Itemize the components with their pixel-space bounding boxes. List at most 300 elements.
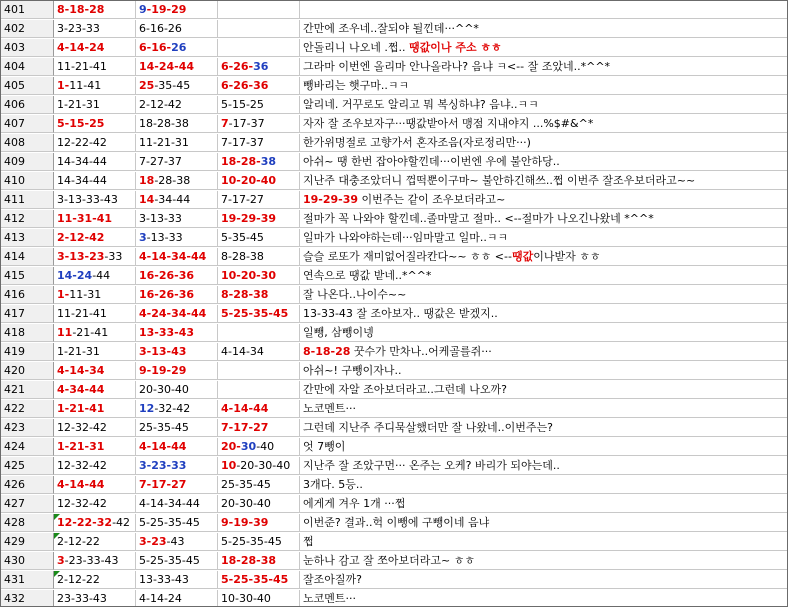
- cell-text: 1-: [57, 79, 70, 92]
- cell-col-b[interactable]: [136, 419, 218, 437]
- table-row: [0, 1, 788, 20]
- cell-col-b[interactable]: [136, 248, 218, 266]
- cell-text: 그런데 지난주 주디묵살했더만 잘 나왔네..이번주는?: [303, 421, 553, 434]
- row-header[interactable]: 415: [0, 267, 54, 285]
- table-row: [0, 96, 788, 115]
- cell-text: -32-42: [154, 402, 191, 415]
- cell-text: 12-22-32: [57, 516, 113, 529]
- cell-col-d[interactable]: [300, 286, 788, 304]
- cell-text: 7-17-37: [221, 136, 264, 149]
- cell-col-b[interactable]: [136, 153, 218, 171]
- cell-col-b[interactable]: [136, 134, 218, 152]
- cell-text: 4-34-: [57, 383, 90, 396]
- cell-col-b[interactable]: [136, 191, 218, 209]
- cell-col-d[interactable]: [300, 438, 788, 456]
- cell-col-c[interactable]: [218, 343, 300, 361]
- cell-text: -19-29: [146, 3, 187, 16]
- cell-col-a[interactable]: [54, 362, 136, 380]
- cell-text: 26-36: [158, 269, 195, 282]
- cell-col-d[interactable]: [300, 495, 788, 513]
- row-header[interactable]: 401: [0, 1, 54, 19]
- cell-text: 20-30-40: [139, 383, 189, 396]
- row-header[interactable]: 410: [0, 172, 54, 190]
- cell-col-d[interactable]: [300, 533, 788, 551]
- table-row: [0, 267, 788, 286]
- cell-text: 간만에 자알 조아보더라고..그런데 나오까?: [303, 383, 507, 396]
- cell-col-c[interactable]: [218, 191, 300, 209]
- cell-col-d[interactable]: [300, 115, 788, 133]
- row-header[interactable]: 422: [0, 400, 54, 418]
- cell-col-c[interactable]: [218, 362, 300, 380]
- cell-col-c[interactable]: [218, 552, 300, 570]
- cell-text: 20-30-40: [221, 497, 271, 510]
- cell-text: 19-29-: [221, 212, 261, 225]
- cell-text: 3-13-33: [139, 212, 182, 225]
- cell-text: 13-33-43: [139, 573, 189, 586]
- table-row: [0, 153, 788, 172]
- cell-text: -43: [166, 535, 185, 548]
- cell-col-a[interactable]: [54, 115, 136, 133]
- cell-text: -28-38: [154, 174, 191, 187]
- table-row: [0, 20, 788, 39]
- cell-text: 16-: [139, 288, 159, 301]
- cell-col-b[interactable]: [136, 400, 218, 418]
- cell-col-c[interactable]: [218, 324, 300, 342]
- cell-text: 4-: [57, 41, 70, 54]
- cell-text: 1-21-31: [57, 345, 100, 358]
- cell-col-d[interactable]: [300, 96, 788, 114]
- cell-text: 눈하나 감고 잘 쪼아보더라고~ ㅎㅎ: [303, 554, 475, 567]
- cell-text: 44: [253, 402, 269, 415]
- cell-col-b[interactable]: [136, 457, 218, 475]
- cell-col-c[interactable]: [218, 210, 300, 228]
- cell-col-a[interactable]: [54, 96, 136, 114]
- cell-col-b[interactable]: [136, 1, 218, 19]
- cell-col-a[interactable]: [54, 305, 136, 323]
- table-row: [0, 210, 788, 229]
- cell-col-d[interactable]: [300, 552, 788, 570]
- cell-col-d[interactable]: [300, 476, 788, 494]
- table-row: [0, 476, 788, 495]
- cell-text: 38: [260, 155, 277, 168]
- cell-col-a[interactable]: [54, 476, 136, 494]
- table-row: [0, 324, 788, 343]
- cell-text: 12-32-42: [57, 459, 107, 472]
- cell-text: 14-24: [69, 41, 105, 54]
- cell-text: 3-13-33-43: [57, 193, 118, 206]
- cell-col-a[interactable]: [54, 552, 136, 570]
- cell-text: 25: [89, 117, 105, 130]
- cell-text: 잘조아질까?: [303, 573, 362, 586]
- cell-text: 39: [342, 193, 359, 206]
- cell-col-a[interactable]: [54, 20, 136, 38]
- cell-text: 1-: [57, 402, 70, 415]
- cell-col-d[interactable]: [300, 229, 788, 247]
- table-row: [0, 115, 788, 134]
- cell-col-b[interactable]: [136, 229, 218, 247]
- cell-text: 10: [221, 459, 237, 472]
- cell-col-d[interactable]: [300, 324, 788, 342]
- cell-col-c[interactable]: [218, 172, 300, 190]
- cell-col-c[interactable]: [218, 476, 300, 494]
- cell-col-a[interactable]: [54, 210, 136, 228]
- cell-text: 5-25-35-45: [139, 554, 200, 567]
- cell-col-b[interactable]: [136, 267, 218, 285]
- cell-text: 44: [190, 250, 207, 263]
- cell-col-d[interactable]: [300, 514, 788, 532]
- cell-col-a[interactable]: [54, 1, 136, 19]
- cell-col-c[interactable]: [218, 39, 300, 57]
- cell-col-d[interactable]: [300, 134, 788, 152]
- cell-text: 1-: [57, 288, 70, 301]
- cell-col-d[interactable]: [300, 590, 788, 607]
- cell-text: 5-25-35-45: [221, 535, 282, 548]
- cell-text: -20-30-40: [236, 459, 291, 472]
- cell-text: 11-31-: [57, 212, 97, 225]
- row-header[interactable]: 416: [0, 286, 54, 304]
- cell-col-c[interactable]: [218, 400, 300, 418]
- cell-text: 11-41: [69, 79, 102, 92]
- cell-col-d[interactable]: [300, 457, 788, 475]
- row-header[interactable]: 412: [0, 210, 54, 228]
- cell-col-c[interactable]: [218, 58, 300, 76]
- cell-col-d[interactable]: [300, 419, 788, 437]
- table-row: [0, 400, 788, 419]
- cell-col-c[interactable]: [218, 134, 300, 152]
- cell-text: 11-21-41: [57, 60, 107, 73]
- row-header[interactable]: 419: [0, 343, 54, 361]
- cell-col-c[interactable]: [218, 495, 300, 513]
- cell-text: 18-28-: [221, 155, 261, 168]
- row-header[interactable]: 423: [0, 419, 54, 437]
- row-header[interactable]: 405: [0, 77, 54, 95]
- cell-text: 3개다. 5등..: [303, 478, 363, 491]
- cell-text: 노코멘트···: [303, 402, 356, 415]
- cell-col-a[interactable]: [54, 571, 136, 589]
- table-row: [0, 457, 788, 476]
- row-header[interactable]: 407: [0, 115, 54, 133]
- cell-col-d[interactable]: [300, 210, 788, 228]
- cell-text: 40: [260, 174, 277, 187]
- cell-text: 4-14-: [139, 440, 172, 453]
- cell-text: 13-43: [151, 345, 187, 358]
- cell-text: 10-: [221, 269, 241, 282]
- row-header[interactable]: 404: [0, 58, 54, 76]
- cell-col-d[interactable]: [300, 362, 788, 380]
- cell-col-a[interactable]: [54, 514, 136, 532]
- cell-text: 3-23-33: [57, 22, 100, 35]
- cell-col-c[interactable]: [218, 115, 300, 133]
- cell-col-b[interactable]: [136, 20, 218, 38]
- row-header[interactable]: 403: [0, 39, 54, 57]
- row-header[interactable]: 402: [0, 20, 54, 38]
- row-header[interactable]: 406: [0, 96, 54, 114]
- cell-col-b[interactable]: [136, 305, 218, 323]
- row-header[interactable]: 420: [0, 362, 54, 380]
- row-header[interactable]: 428: [0, 514, 54, 532]
- cell-text: 30: [240, 440, 257, 453]
- cell-text: 19-29-: [303, 193, 343, 206]
- cell-text: 11-21-41: [57, 307, 107, 320]
- cell-col-a[interactable]: [54, 267, 136, 285]
- cell-col-b[interactable]: [136, 362, 218, 380]
- cell-text: 20-30: [240, 269, 277, 282]
- cell-text: 8-18-28: [57, 3, 105, 16]
- cell-col-b[interactable]: [136, 552, 218, 570]
- cell-col-b[interactable]: [136, 343, 218, 361]
- table-row: [0, 381, 788, 400]
- cell-text: 44: [171, 440, 187, 453]
- table-row: [0, 286, 788, 305]
- cell-col-a[interactable]: [54, 324, 136, 342]
- cell-text: 3: [139, 231, 147, 244]
- cell-text: 땡값: [511, 250, 534, 263]
- cell-col-a[interactable]: [54, 533, 136, 551]
- cell-col-c[interactable]: [218, 457, 300, 475]
- cell-col-d[interactable]: [300, 381, 788, 399]
- cell-text: 12: [139, 402, 155, 415]
- cell-col-a[interactable]: [54, 438, 136, 456]
- cell-col-b[interactable]: [136, 115, 218, 133]
- cell-text: 이나받자 ㅎㅎ: [533, 250, 601, 263]
- cell-col-d[interactable]: [300, 400, 788, 418]
- cell-col-b[interactable]: [136, 77, 218, 95]
- cell-col-d[interactable]: [300, 20, 788, 38]
- cell-col-a[interactable]: [54, 172, 136, 190]
- table-row: [0, 343, 788, 362]
- cell-col-a[interactable]: [54, 495, 136, 513]
- cell-col-c[interactable]: [218, 590, 300, 607]
- table-row: [0, 58, 788, 77]
- cell-text: 뺑바리는 햇구마..ㅋㅋ: [303, 79, 410, 92]
- row-header[interactable]: 417: [0, 305, 54, 323]
- cell-col-c[interactable]: [218, 381, 300, 399]
- cell-col-a[interactable]: [54, 58, 136, 76]
- cell-text: 슬슬 로또가 재미없어질라칸다~~ ㅎㅎ <--: [303, 250, 512, 263]
- row-header[interactable]: 409: [0, 153, 54, 171]
- cell-col-b[interactable]: [136, 381, 218, 399]
- cell-text: 연속으로 땡값 받네..*^^*: [303, 269, 432, 282]
- cell-text: 절마가 꼭 나와야 할낀데..졸마말고 절마.. <--절마가 나오긴나왔네 *^^*: [303, 212, 654, 225]
- cell-col-a[interactable]: [54, 343, 136, 361]
- cell-text: 18: [139, 174, 155, 187]
- cell-col-b[interactable]: [136, 533, 218, 551]
- cell-col-c[interactable]: [218, 20, 300, 38]
- cell-text: 6-16-: [139, 41, 172, 54]
- cell-col-b[interactable]: [136, 324, 218, 342]
- row-header[interactable]: 430: [0, 552, 54, 570]
- cell-text: 12-22-42: [57, 136, 107, 149]
- cell-col-c[interactable]: [218, 1, 300, 19]
- cell-text: 10-20-: [221, 174, 261, 187]
- row-header[interactable]: 425: [0, 457, 54, 475]
- cell-col-c[interactable]: [218, 419, 300, 437]
- row-header[interactable]: 421: [0, 381, 54, 399]
- table-row: [0, 571, 788, 590]
- table-row: [0, 248, 788, 267]
- row-header[interactable]: 432: [0, 590, 54, 607]
- row-header[interactable]: 427: [0, 495, 54, 513]
- cell-text: 잘 나온다..나이수~~: [303, 288, 407, 301]
- cell-col-a[interactable]: [54, 229, 136, 247]
- cell-col-c[interactable]: [218, 267, 300, 285]
- cell-col-c[interactable]: [218, 533, 300, 551]
- cell-col-c[interactable]: [218, 286, 300, 304]
- cell-col-d[interactable]: [300, 191, 788, 209]
- cell-col-c[interactable]: [218, 571, 300, 589]
- cell-text: 13-33-43: [139, 326, 195, 339]
- cell-col-d[interactable]: [300, 571, 788, 589]
- cell-col-c[interactable]: [218, 229, 300, 247]
- cell-text: 일뺑, 삼뺑이넹: [303, 326, 374, 339]
- cell-text: 1-21-: [57, 440, 90, 453]
- row-header[interactable]: 413: [0, 229, 54, 247]
- cell-text: 7: [221, 117, 229, 130]
- cell-text: 꿋수가 만차나..어케골를쥐···: [350, 345, 492, 358]
- cell-text: 자자 잘 조우보자구···땡값받아서 맹점 지내야지 ...%$#&^*: [303, 117, 594, 130]
- cell-col-d[interactable]: [300, 343, 788, 361]
- cell-text: 3: [57, 554, 65, 567]
- cell-col-b[interactable]: [136, 476, 218, 494]
- cell-col-a[interactable]: [54, 457, 136, 475]
- row-header[interactable]: 411: [0, 191, 54, 209]
- row-header[interactable]: 418: [0, 324, 54, 342]
- cell-text: 이번주는 같이 조우보더라고~: [358, 193, 506, 206]
- cell-text: 4-14-: [221, 402, 254, 415]
- cell-text: 2-12-42: [139, 98, 182, 111]
- cell-col-a[interactable]: [54, 134, 136, 152]
- row-header[interactable]: 414: [0, 248, 54, 266]
- cell-text: 5-15-: [57, 117, 90, 130]
- cell-col-d[interactable]: [300, 58, 788, 76]
- cell-text: 11: [57, 326, 73, 339]
- cell-col-a[interactable]: [54, 39, 136, 57]
- cell-col-d[interactable]: [300, 305, 788, 323]
- cell-col-b[interactable]: [136, 39, 218, 57]
- cell-text: -35-45: [154, 79, 191, 92]
- cell-text: 39: [260, 212, 277, 225]
- cell-col-c[interactable]: [218, 248, 300, 266]
- row-header[interactable]: 429: [0, 533, 54, 551]
- error-indicator-icon: [54, 514, 60, 520]
- cell-text: 4-14-24: [139, 592, 182, 605]
- cell-col-c[interactable]: [218, 77, 300, 95]
- cell-col-c[interactable]: [218, 305, 300, 323]
- cell-text: 아쉬~! 구뺑이자나..: [303, 364, 402, 377]
- cell-text: 2-: [57, 231, 70, 244]
- row-header[interactable]: 408: [0, 134, 54, 152]
- cell-col-a[interactable]: [54, 400, 136, 418]
- cell-text: 한가위명절로 고향가서 혼자조음(자로정리만···): [303, 136, 531, 149]
- cell-col-a[interactable]: [54, 419, 136, 437]
- cell-text: 4-14-34: [57, 364, 105, 377]
- cell-col-c[interactable]: [218, 153, 300, 171]
- cell-text: 7-17-27: [221, 421, 269, 434]
- cell-text: 8-28-38: [221, 288, 269, 301]
- cell-col-a[interactable]: [54, 286, 136, 304]
- cell-text: 4-14-44: [57, 478, 105, 491]
- row-header[interactable]: 426: [0, 476, 54, 494]
- cell-col-a[interactable]: [54, 248, 136, 266]
- cell-col-b[interactable]: [136, 495, 218, 513]
- cell-col-d[interactable]: [300, 153, 788, 171]
- cell-text: 14-: [139, 60, 159, 73]
- cell-text: 9: [139, 3, 147, 16]
- cell-text: -17-37: [228, 117, 265, 130]
- cell-col-d[interactable]: [300, 1, 788, 19]
- cell-col-a[interactable]: [54, 381, 136, 399]
- cell-text: 28: [335, 345, 351, 358]
- table-row: [0, 191, 788, 210]
- cell-col-b[interactable]: [136, 438, 218, 456]
- cell-text: -23-33-43: [64, 554, 119, 567]
- cell-text: 44: [89, 383, 105, 396]
- cell-text: 8-28-38: [221, 250, 264, 263]
- cell-col-a[interactable]: [54, 77, 136, 95]
- error-indicator-icon: [54, 533, 60, 539]
- cell-text: 26-36: [158, 288, 195, 301]
- table-row: [0, 362, 788, 381]
- cell-text: -13-33: [146, 231, 183, 244]
- cell-col-d[interactable]: [300, 267, 788, 285]
- cell-col-b[interactable]: [136, 571, 218, 589]
- cell-text: -44: [92, 269, 111, 282]
- cell-col-b[interactable]: [136, 172, 218, 190]
- cell-col-a[interactable]: [54, 153, 136, 171]
- table-row: [0, 39, 788, 58]
- cell-col-c[interactable]: [218, 438, 300, 456]
- cell-text: 지난주 대충조았더니 껍떡뿐이구마~ 불안하긴해쓰..쩝 이번주 잘조우보더라고~~: [303, 174, 696, 187]
- cell-text: 14-34-44: [57, 174, 107, 187]
- cell-text: 12-42: [69, 231, 105, 244]
- cell-text: 6-16-26: [139, 22, 182, 35]
- cell-col-d[interactable]: [300, 39, 788, 57]
- cell-col-a[interactable]: [54, 191, 136, 209]
- cell-col-b[interactable]: [136, 58, 218, 76]
- row-header[interactable]: 431: [0, 571, 54, 589]
- cell-col-d[interactable]: [300, 248, 788, 266]
- cell-col-d[interactable]: [300, 77, 788, 95]
- cell-text: 18-28-38: [221, 554, 277, 567]
- cell-text: 2-12-22: [57, 535, 100, 548]
- cell-col-b[interactable]: [136, 96, 218, 114]
- cell-text: 11-31: [69, 288, 102, 301]
- table-row: [0, 514, 788, 533]
- table-row: [0, 419, 788, 438]
- cell-text: 12-32-42: [57, 497, 107, 510]
- cell-text: 4-14-34-: [139, 250, 191, 263]
- row-header[interactable]: 424: [0, 438, 54, 456]
- cell-text: 5-25-35-: [221, 573, 273, 586]
- cell-col-b[interactable]: [136, 590, 218, 607]
- cell-text: 안돌리니 나오네 .쩝..: [303, 41, 409, 54]
- cell-text: 아쉬~ 땡 한번 잡아야할낀데···이번엔 우에 불안하당..: [303, 155, 560, 168]
- cell-text: 41: [96, 212, 113, 225]
- cell-col-c[interactable]: [218, 514, 300, 532]
- cell-col-d[interactable]: [300, 172, 788, 190]
- cell-col-c[interactable]: [218, 96, 300, 114]
- cell-col-a[interactable]: [54, 590, 136, 607]
- cell-col-b[interactable]: [136, 210, 218, 228]
- cell-text: 4-24-34-44: [139, 307, 207, 320]
- cell-text: 1-21-31: [57, 98, 100, 111]
- cell-col-b[interactable]: [136, 286, 218, 304]
- cell-text: 25: [139, 79, 155, 92]
- cell-text: 쩝: [303, 535, 314, 548]
- cell-text: 10-30-40: [221, 592, 271, 605]
- cell-col-b[interactable]: [136, 514, 218, 532]
- cell-text: 6-26-: [221, 60, 254, 73]
